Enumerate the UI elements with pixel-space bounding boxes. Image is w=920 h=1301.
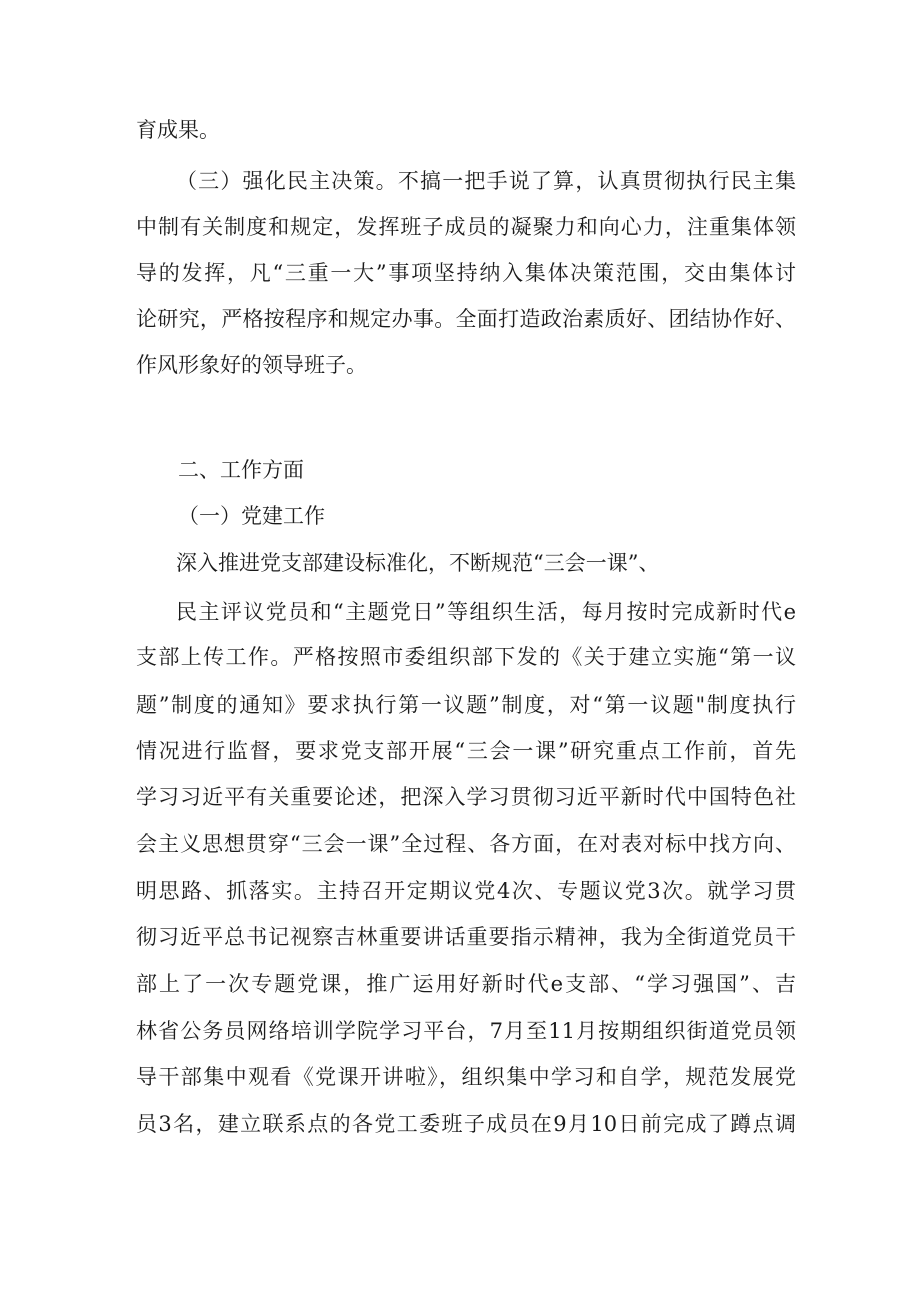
paragraph-line: 支部上传工作。严格按照市委组织部下发的《关于建立实施“第一议 (136, 645, 796, 669)
paragraph-line: 会主义思想贯穿“三会一课”全过程、各方面，在对表对标中找方向、 (136, 832, 796, 856)
paragraph-line: 深入推进党支部建设标准化，不断规范“三会一课”、 (176, 551, 660, 575)
paragraph-line: 明思路、抓落实。主持召开定期议党4次、专题议党3次。就学习贯 (136, 879, 796, 903)
paragraph-line: 部上了一次专题党课，推广运用好新时代e支部、“学习强国”、吉 (136, 972, 796, 996)
paragraph-line: 育成果。 (136, 118, 220, 142)
paragraph-line: 导干部集中观看《党课开讲啦》，组织集中学习和自学，规范发展党 (136, 1065, 796, 1089)
paragraph-line: 林省公务员网络培训学院学习平台，7月至11月按期组织街道党员领 (136, 1019, 796, 1043)
subsection-heading: （一）党建工作 (178, 504, 325, 528)
paragraph-line: 情况进行监督，要求党支部开展“三会一课”研究重点工作前，首先 (136, 739, 796, 763)
paragraph-line: 中制有关制度和规定，发挥班子成员的凝聚力和向心力，注重集体领 (136, 215, 796, 239)
paragraph-line: 民主评议党员和“主题党日”等组织生活，每月按时完成新时代e (176, 600, 796, 624)
paragraph-line: 题”制度的通知》要求执行第一议题”制度，对“第一议题"制度执行 (136, 693, 796, 717)
paragraph-line: 学习习近平有关重要论述，把深入学习贯彻习近平新时代中国特色社 (136, 785, 796, 809)
paragraph-line: 导的发挥，凡“三重一大”事项坚持纳入集体决策范围，交由集体讨 (136, 261, 796, 285)
paragraph-line: 作风形象好的领导班子。 (136, 353, 367, 377)
paragraph-line: 彻习近平总书记视察吉林重要讲话重要指示精神，我为全街道党员干 (136, 925, 796, 949)
paragraph-line: （三）强化民主决策。不搞一把手说了算，认真贯彻执行民主集 (176, 169, 796, 193)
section-heading: 二、工作方面 (178, 458, 304, 482)
paragraph-line: 论研究，严格按程序和规定办事。全面打造政治素质好、团结协作好、 (136, 307, 796, 331)
paragraph-line: 员3名，建立联系点的各党工委班子成员在9月10日前完成了蹲点调 (136, 1112, 796, 1136)
